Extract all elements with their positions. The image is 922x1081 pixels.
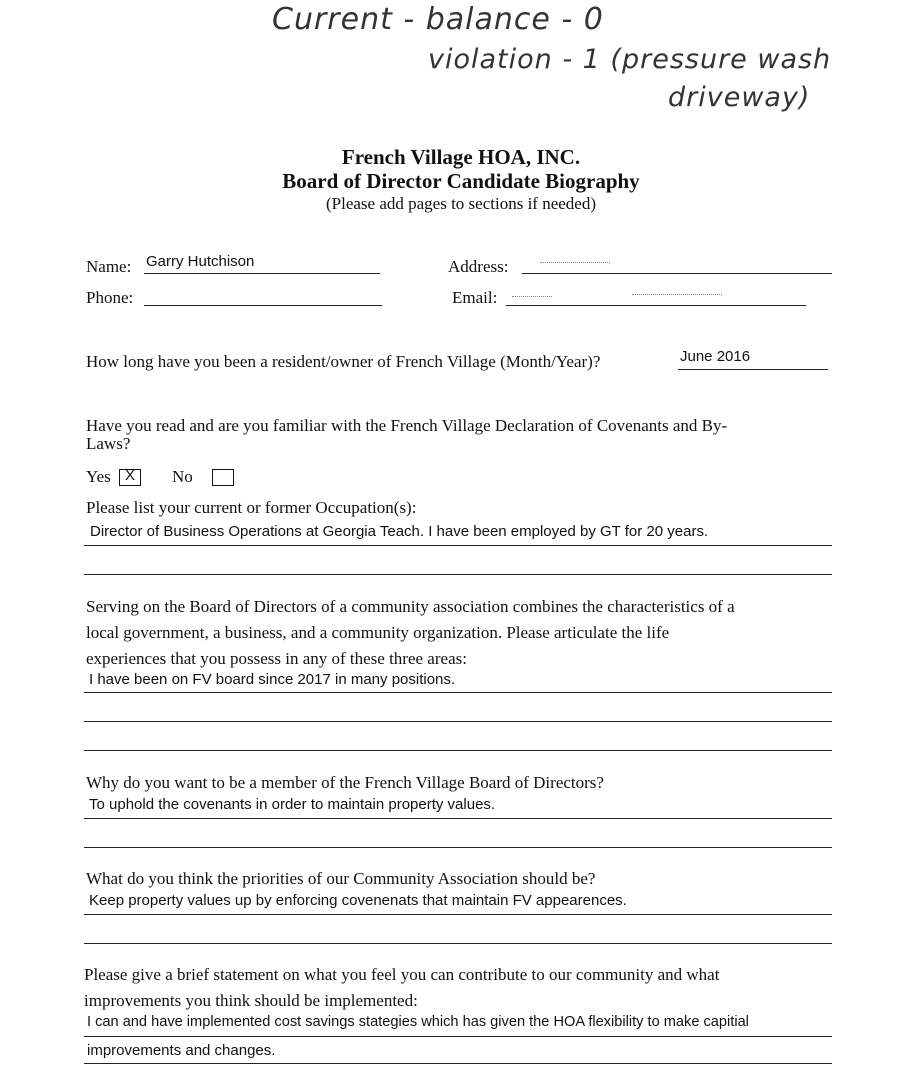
- occupation-line-1: [84, 545, 832, 546]
- email-redacted-mark: [512, 296, 552, 297]
- experience-question-line-3: experiences that you possess in any of these three areas:: [86, 649, 467, 668]
- covenants-question-line-2: Laws?: [86, 434, 131, 453]
- experience-question-line-1: Serving on the Board of Directors of a community association combines the characteristics of a: [86, 597, 735, 616]
- email-line[interactable]: [506, 305, 806, 306]
- resident-question: How long have you been a resident/owner of French Village (Month/Year)?: [86, 352, 601, 371]
- contribute-question-line-1: Please give a brief statement on what you feel you can contribute to our community and what: [84, 965, 720, 984]
- contribute-answer-line-1[interactable]: I can and have implemented cost savings stategies which has given the HOA flexibility to make capitial: [87, 1014, 749, 1030]
- priorities-line-1: [84, 914, 832, 915]
- name-value[interactable]: Garry Hutchison: [146, 253, 255, 270]
- why-line-1: [84, 818, 832, 819]
- yes-checkbox[interactable]: [119, 469, 141, 486]
- why-question: Why do you want to be a member of the French Village Board of Directors?: [86, 773, 604, 792]
- org-name: French Village HOA, INC.: [341, 145, 581, 169]
- yes-label: Yes: [86, 467, 111, 486]
- resident-answer[interactable]: June 2016: [680, 348, 751, 365]
- handwriting-line-2: violation - 1 (pressure wash: [428, 44, 832, 75]
- contribute-line-1: [84, 1036, 832, 1037]
- email-redacted-mark-2: [632, 294, 722, 295]
- occupation-line-2: [84, 574, 832, 575]
- occupation-question: Please list your current or former Occupation(s):: [86, 498, 417, 517]
- experience-line-1: [84, 692, 832, 693]
- name-label: Name:: [86, 257, 132, 276]
- phone-line[interactable]: [144, 305, 382, 306]
- handwriting-line-3: driveway): [668, 82, 811, 113]
- handwriting-line-1: Current - balance - 0: [272, 2, 604, 37]
- experience-answer[interactable]: I have been on FV board since 2017 in many positions.: [89, 671, 456, 688]
- no-label: No: [172, 467, 193, 486]
- covenants-question-line-1: Have you read and are you familiar with the French Village Declaration of Covenants and By-: [86, 416, 728, 435]
- occupation-answer[interactable]: Director of Business Operations at Georgia Teach. I have been employed by GT for 20 years.: [90, 523, 709, 540]
- priorities-answer[interactable]: Keep property values up by enforcing covenenats that maintain FV appearences.: [89, 892, 627, 909]
- yes-check-mark: X: [125, 467, 136, 484]
- experience-line-2: [84, 721, 832, 722]
- name-line: [144, 273, 380, 274]
- contribute-question-line-2: improvements you think should be implemented:: [84, 991, 418, 1010]
- no-checkbox[interactable]: [212, 469, 234, 486]
- email-label: Email:: [452, 288, 498, 307]
- address-line[interactable]: [522, 273, 832, 274]
- phone-label: Phone:: [86, 288, 134, 307]
- contribute-line-2: [84, 1063, 832, 1064]
- contribute-answer-line-2[interactable]: improvements and changes.: [87, 1042, 276, 1059]
- form-title: Board of Director Candidate Biography: [282, 169, 640, 193]
- form-subtitle: (Please add pages to sections if needed): [325, 194, 597, 213]
- priorities-question: What do you think the priorities of our Community Association should be?: [86, 869, 596, 888]
- why-answer[interactable]: To uphold the covenants in order to maintain property values.: [89, 796, 496, 813]
- why-line-2: [84, 847, 832, 848]
- resident-line: [678, 369, 828, 370]
- address-label: Address:: [448, 257, 509, 276]
- priorities-line-2: [84, 943, 832, 944]
- experience-line-3: [84, 750, 832, 751]
- address-redacted-mark: [540, 262, 610, 263]
- experience-question-line-2: local government, a business, and a community organization. Please articulate the life: [86, 623, 670, 642]
